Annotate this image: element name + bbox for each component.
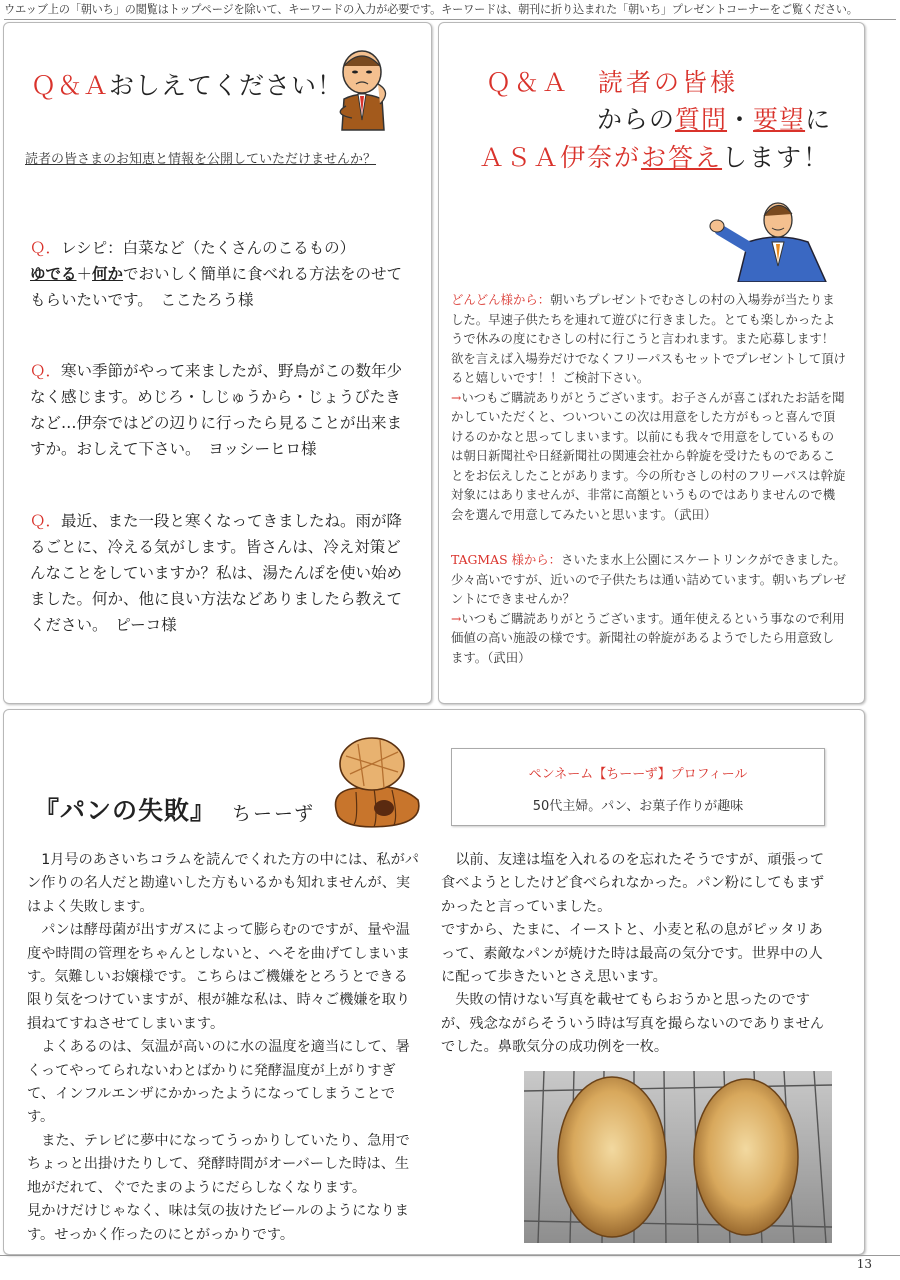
paragraph: 1月号のあさいちコラムを読んでくれた方の中には、私がパン作りの名人だと勘違いした方もいるかも知れませんが、実はよく失敗します。 [27, 852, 419, 915]
arrow-icon: → [451, 610, 462, 626]
question-3 [30, 508, 415, 638]
footer-divider [0, 1255, 900, 1256]
qa-ask-title-text: おしえてください！ [109, 71, 344, 100]
question-1-rest: でおいしく簡単に食べれる方法をのせてもらいたいです。 ここたろう様 [30, 265, 403, 309]
qa-answer-title-line1-text: Ｑ＆Ａ 読者の皆様 [486, 68, 739, 97]
paragraph: パンは酵母菌が出すガスによって膨らむのですが、量や温度や時間の管理をちゃんとしないと、へそを曲げてしまいます。気難しいお嬢様です。こちらはご機嫌をとろうとできる限り気をつけていますが、根が雑な私は、時々ご機嫌を取り損ねてすねさせてしまいます。 [27, 922, 411, 1032]
title-text: からの [597, 105, 676, 134]
column-right-text [441, 849, 835, 1060]
title-text: ・ [727, 105, 754, 134]
top-notice: ウエッブ上の「朝いち」の閲覧はトップページを除いて、キーワードの入力が必要です。キーワードは、朝刊に折り込まれた「朝いち」プレゼントコーナーをご覧ください。 [4, 1, 896, 20]
column-author: ちーーず [232, 803, 316, 825]
title-emphasis-answer: お答え [641, 143, 723, 172]
qa-ask-title-prefix: Ｑ＆Ａ [31, 71, 110, 100]
paragraph: 失敗の情けない写真を載せてもらおうかと思ったのですが、残念ながらそういう時は写真を撮らないのでありませんでした。鼻歌気分の成功例を一枚。 [441, 992, 825, 1056]
paragraph: 見かけだけじゃなく、味は気の抜けたビールのようになります。せっかく作ったのにとがっかりです。 [27, 1203, 409, 1243]
title-text: します！ [722, 143, 831, 172]
staff-answer-text: いつもご購読ありがとうございます。お子さんが喜こばれたお話を聞かしていただくと、ついついこの次は用意をした方がもっと喜んで頂けるのかなと思ってしまいます。以前にも我々で用意をしているものは朝日新聞社や日経新聞社の関連会社から幹旋を受けたものであることをお伝えしたことがあります。今の所むさしの村のフリーパスは幹旋対象にはありませんが、非常に高額というものではありませんので機会を選んで用意してみたいと思います。（武田） [451, 389, 846, 522]
title-emphasis-request: 要望 [753, 105, 806, 134]
reader-name: どんどん様から： [451, 292, 551, 307]
question-3-text: 最近、また一段と寒くなってきましたね。雨が降るごとに、冷える気がします。皆さんは、冷え対策どんなことをしていますか？私は、湯たんぽを使い始めました。何か、他に良い方法などありましたら教えてください。 ピーコ様 [30, 512, 403, 634]
staff-answer-text: いつもご購読ありがとうございます。通年使えるという事なので利用価値の高い施設の様です。新聞社の幹旋があるようでしたら用意致します。（武田） [451, 610, 845, 665]
arrow-icon: → [451, 389, 462, 405]
question-2-text: 寒い季節がやって来ましたが、野鳥がこの数年少なく感じます。めじろ・しじゅうから・じょうびたきなど…伊奈ではどの辺りに行ったら見ることが出来ますか。おしえて下さい。 ヨッシーヒロ様 [30, 362, 403, 458]
question-2 [30, 358, 415, 462]
title-text-asa: ＡＳＡ伊奈が [479, 143, 642, 172]
question-1-emphasis-1: ゆでる [30, 264, 77, 283]
question-mark: Ｑ． [30, 512, 62, 530]
column-left-text [27, 849, 419, 1247]
qa-answer-title-line1 [486, 63, 738, 99]
question-mark: Ｑ． [30, 239, 62, 257]
qa-ask-title [31, 66, 343, 102]
qa-answer-title-line2 [597, 100, 831, 136]
profile-text: 50代主婦。パン、お菓子作りが趣味 [532, 799, 744, 814]
reader-name: TAGMAS 様から： [451, 552, 562, 567]
bread-illustration [328, 730, 424, 830]
reader-comment-text: さいたま水上公園にスケートリンクができました。少々高いですが、近いので子供たちは通い詰めています。朝いちプレゼントにできませんか？ [451, 552, 847, 606]
paragraph: 以前、友達は塩を入れるのを忘れたそうですが、頑張って食べようとしたけど食べられなかった。パン粉にしてもまずかったと言っていました。 [441, 852, 825, 915]
question-1 [30, 235, 415, 313]
column-title: 『パンの失敗』 [34, 796, 217, 825]
bread-photo [524, 1071, 832, 1243]
qa-ask-subtitle: 読者の皆さまのお知恵と情報を公開していただけませんか？ [25, 152, 377, 167]
question-1-plus: ＋ [76, 265, 93, 283]
thinking-man-illustration [322, 44, 408, 132]
reader-comment-2 [451, 550, 846, 667]
question-1-emphasis-2: 何か [92, 264, 124, 283]
page-number: 13 [856, 1257, 872, 1271]
author-profile-box [451, 748, 825, 826]
reader-comment-text: 朝いちプレゼントでむさしの村の入場券が当たりました。早速子供たちを連れて遊びに行きました。とても楽しかったようで休みの度にむさしの村に行こうと言われます。また応募します！欲を言えば入場券だけでなくフリーパスもセットでプレゼントして頂けると嬉しいです！！ご検討下さい。 [451, 292, 846, 385]
question-1-line1: レシピ：白菜など（たくさんのこるもの） [61, 239, 356, 257]
title-emphasis-question: 質問 [675, 105, 728, 134]
paragraph: また、テレビに夢中になってうっかりしていたり、急用でちょっと出掛けたりして、発酵時間がオーバーした時は、生地がだれて、ぐでたまのようにだらしなくなります。 [27, 1132, 410, 1196]
paragraph: ですから、たまに、イーストと、小麦と私の息がピッタリあって、素敵なパンが焼けた時は最高の気分です。世界中の人に配って歩きたいとさえ思います。 [441, 922, 823, 986]
qa-answer-title-line3 [479, 138, 830, 174]
title-text: に [805, 105, 832, 134]
profile-title: ペンネーム【ちーーず】プロフィール [528, 767, 748, 782]
question-mark: Ｑ． [30, 362, 62, 380]
reader-comment-1 [451, 290, 846, 524]
presenter-man-illustration [708, 198, 836, 282]
paragraph: よくあるのは、気温が高いのに水の温度を適当にして、暑くってやってられないわとばかりに発酵温度が上がりすぎて、インフルエンザにかかったようになってしまうことです。 [27, 1039, 410, 1126]
